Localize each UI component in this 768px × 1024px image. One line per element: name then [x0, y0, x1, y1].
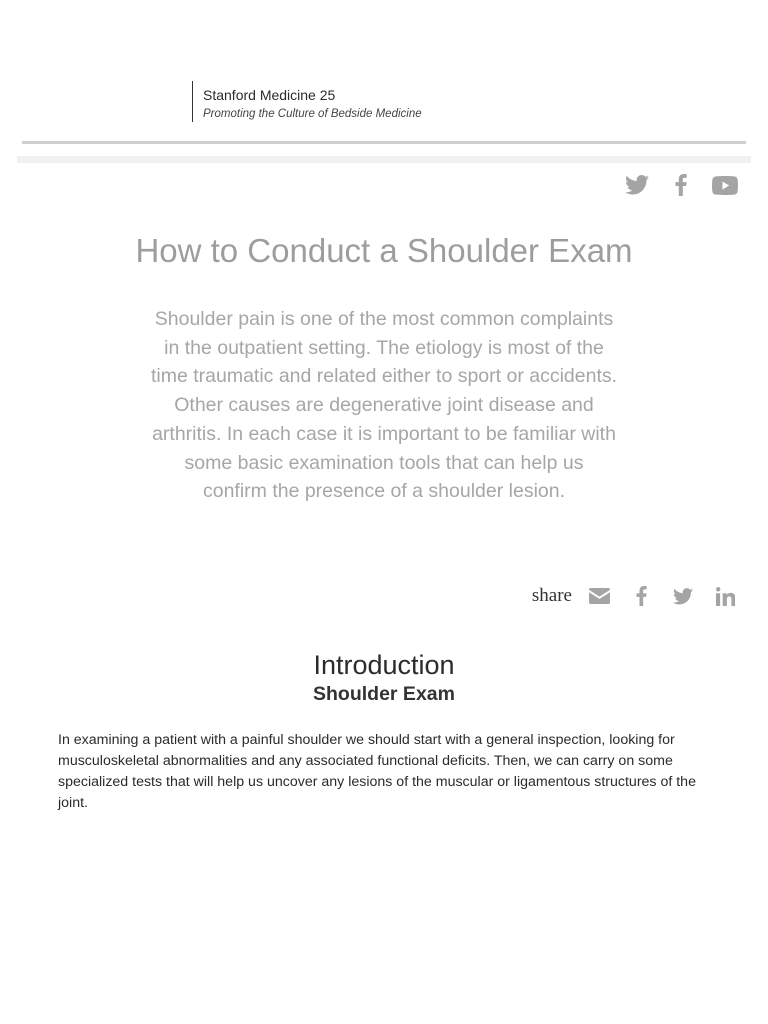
facebook-icon — [675, 174, 687, 196]
site-tagline: Promoting the Culture of Bedside Medicine — [203, 108, 422, 120]
facebook-icon — [636, 586, 647, 606]
twitter-icon — [625, 175, 649, 195]
article-title: How to Conduct a Shoulder Exam — [135, 232, 633, 269]
share-facebook-button[interactable] — [628, 583, 654, 609]
youtube-icon — [712, 176, 738, 195]
linkedin-icon — [716, 587, 735, 606]
share-twitter-button[interactable] — [670, 583, 696, 609]
share-label: share — [531, 585, 572, 606]
section-title: Introduction — [313, 650, 455, 680]
share-linkedin-button[interactable] — [712, 583, 738, 609]
site-title[interactable]: Stanford Medicine 25 — [203, 87, 336, 103]
social-links — [624, 172, 738, 198]
site-brand[interactable] — [192, 81, 422, 122]
header-band — [17, 156, 751, 163]
twitter-link[interactable] — [624, 172, 650, 198]
intro-paragraph: In examining a patient with a painful shoulder we should start with a general inspection, looking for musculoskeletal abnormalities and any associated functional deficits. Then, we can carry on some specialized tests that will help us uncover any lesions of the muscular or ligamentous structures of the joint. — [58, 732, 696, 811]
twitter-icon — [673, 588, 693, 605]
header-divider — [22, 141, 746, 144]
share-email-button[interactable] — [586, 583, 612, 609]
youtube-link[interactable] — [712, 172, 738, 198]
share-bar — [532, 583, 738, 609]
facebook-link[interactable] — [668, 172, 694, 198]
section-subtitle: Shoulder Exam — [313, 683, 455, 705]
email-icon — [589, 588, 610, 604]
article-lede: Shoulder pain is one of the most common complaints in the outpatient setting. The etiology is most of the time traumatic and related either to sport or accidents. Other causes are degenerative joint disease and arthritis. In each case it is important to be familiar with some basic examination tools that can help us confirm the presence of a shoulder lesion. — [150, 308, 618, 503]
